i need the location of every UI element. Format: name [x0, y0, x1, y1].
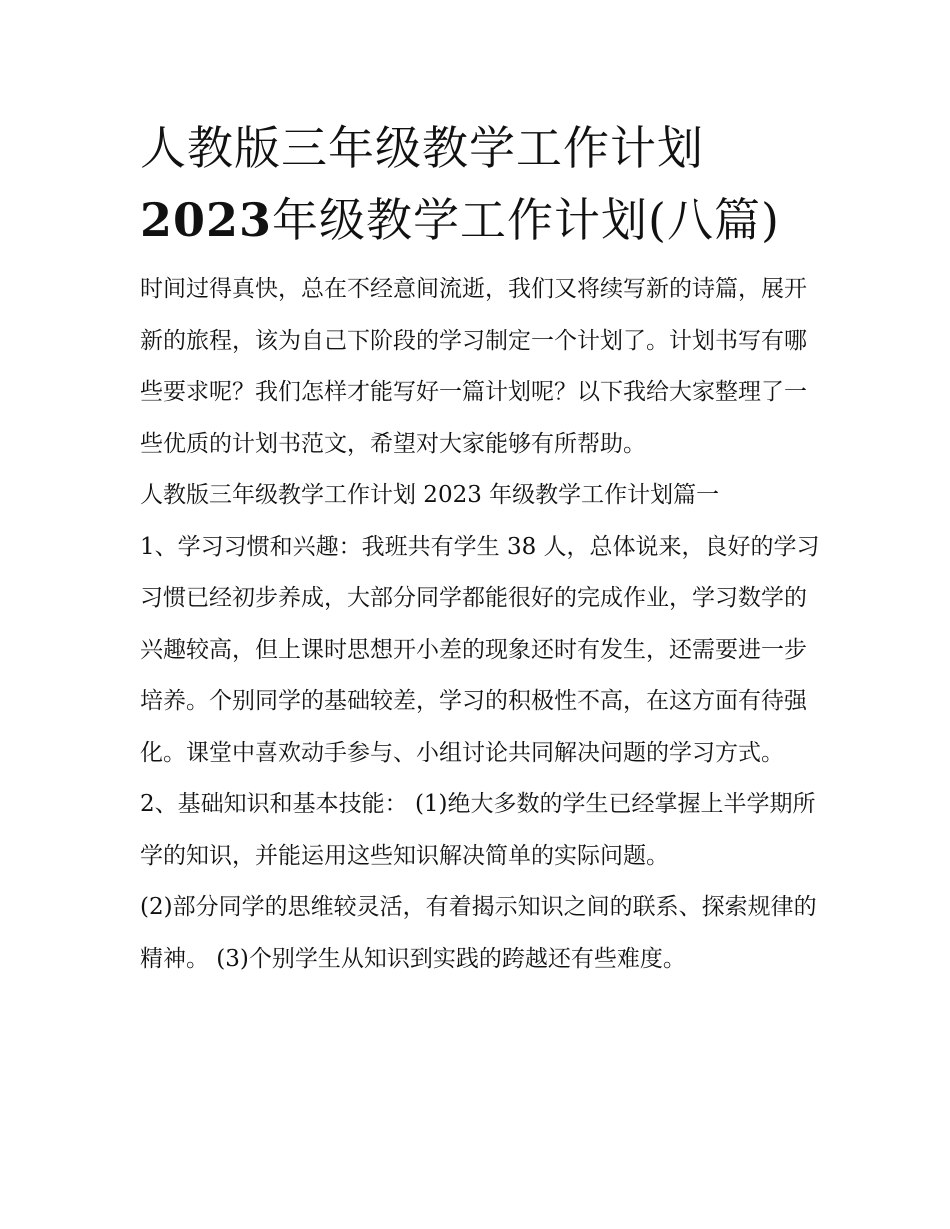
section-heading: 人教版三年级教学工作计划 2023 年级教学工作计划篇一 [140, 482, 720, 508]
title-year: 2023 [140, 193, 273, 247]
document-content [140, 112, 820, 985]
paragraph-1: 1、学习习惯和兴趣：我班共有学生 38 人，总体说来，良好的学习习惯已经初步养成，大部分同学都能很好的完成作业，学习数学的兴趣较高，但上课时思想开小差的现象还时有发生，还需要进一步培养。个别同学的基础较差，学习的积极性不高，在这方面有待强化。课堂中喜欢动手参与、小组讨论共同解决问题的学习方式。 [140, 533, 820, 766]
title-line-2: 年级教学工作计划(八篇) [272, 193, 780, 247]
document-title [140, 112, 820, 256]
title-line-1: 人教版三年级教学工作计划 [140, 121, 704, 175]
paragraph-3: (2)部分同学的思维较灵活，有着揭示知识之间的联系、探索规律的精神。 (3)个别学生从知识到实践的跨越还有些难度。 [140, 894, 817, 972]
intro-paragraph: 时间过得真快，总在不经意间流逝，我们又将续写新的诗篇，展开新的旅程，该为自己下阶段的学习制定一个计划了。计划书写有哪些要求呢？我们怎样才能写好一篇计划呢？以下我给大家整理了一些优质的计划书范文，希望对大家能够有所帮助。 [140, 276, 807, 457]
paragraph-2: 2、基础知识和基本技能： (1)绝大多数的学生已经掌握上半学期所学的知识，并能运用这些知识解决简单的实际问题。 [140, 791, 816, 869]
